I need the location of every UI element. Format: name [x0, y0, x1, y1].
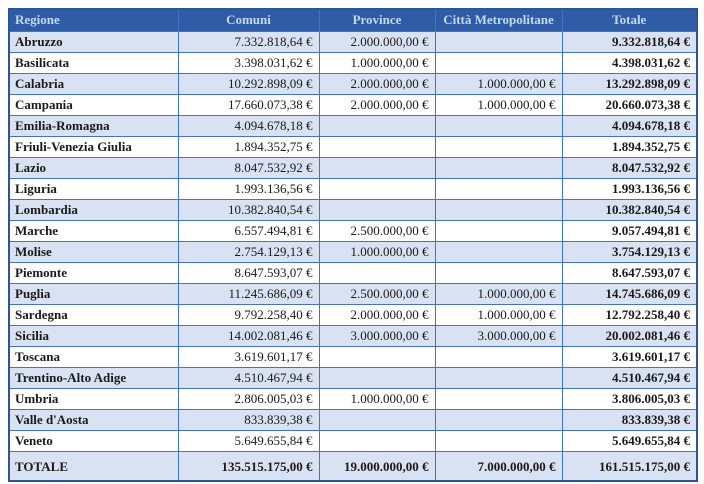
cell-citta — [435, 178, 562, 199]
table-row — [9, 136, 697, 157]
cell-comuni: 8.047.532,92 € — [178, 157, 319, 178]
cell-citta — [435, 409, 562, 430]
cell-totale: 9.332.818,64 € — [562, 31, 697, 52]
cell-citta — [435, 115, 562, 136]
cell-province: 3.000.000,00 € — [319, 325, 435, 346]
cell-province: 1.000.000,00 € — [319, 241, 435, 262]
cell-regione: Puglia — [9, 283, 178, 304]
cell-province — [319, 115, 435, 136]
table-row — [9, 409, 697, 430]
cell-comuni: 17.660.073,38 € — [178, 94, 319, 115]
cell-comuni: 833.839,38 € — [178, 409, 319, 430]
cell-comuni: 8.647.593,07 € — [178, 262, 319, 283]
cell-regione: Basilicata — [9, 52, 178, 73]
cell-totale: 1.894.352,75 € — [562, 136, 697, 157]
cell-citta: 1.000.000,00 € — [435, 73, 562, 94]
cell-province — [319, 346, 435, 367]
cell-comuni: 4.510.467,94 € — [178, 367, 319, 388]
total-row-province-value: 19.000.000,00 € — [319, 451, 435, 481]
cell-citta: 1.000.000,00 € — [435, 94, 562, 115]
document-page — [8, 8, 698, 482]
cell-province — [319, 430, 435, 451]
table-row — [9, 430, 697, 451]
cell-totale: 3.754.129,13 € — [562, 241, 697, 262]
cell-citta — [435, 136, 562, 157]
cell-totale: 9.057.494,81 € — [562, 220, 697, 241]
column-header-citta-metropolitane: Città Metropolitane — [435, 9, 562, 31]
cell-citta — [435, 241, 562, 262]
cell-totale: 4.510.467,94 € — [562, 367, 697, 388]
cell-regione: Campania — [9, 94, 178, 115]
table-row — [9, 157, 697, 178]
cell-citta — [435, 262, 562, 283]
table-row — [9, 283, 697, 304]
cell-citta — [435, 367, 562, 388]
cell-comuni: 2.754.129,13 € — [178, 241, 319, 262]
cell-regione: Calabria — [9, 73, 178, 94]
cell-province: 1.000.000,00 € — [319, 52, 435, 73]
column-header-comuni: Comuni — [178, 9, 319, 31]
cell-totale: 4.398.031,62 € — [562, 52, 697, 73]
cell-comuni: 11.245.686,09 € — [178, 283, 319, 304]
cell-province: 2.000.000,00 € — [319, 73, 435, 94]
cell-regione: Piemonte — [9, 262, 178, 283]
table-row — [9, 346, 697, 367]
table-row — [9, 115, 697, 136]
cell-province — [319, 157, 435, 178]
cell-totale: 3.619.601,17 € — [562, 346, 697, 367]
cell-province: 2.500.000,00 € — [319, 220, 435, 241]
cell-regione: Lombardia — [9, 199, 178, 220]
cell-comuni: 2.806.005,03 € — [178, 388, 319, 409]
cell-comuni: 1.993.136,56 € — [178, 178, 319, 199]
cell-totale: 13.292.898,09 € — [562, 73, 697, 94]
cell-regione: Emilia-Romagna — [9, 115, 178, 136]
cell-province — [319, 178, 435, 199]
cell-regione: Trentino-Alto Adige — [9, 367, 178, 388]
table-row — [9, 262, 697, 283]
cell-province: 2.000.000,00 € — [319, 304, 435, 325]
regional-funding-table — [8, 8, 698, 482]
cell-totale: 12.792.258,40 € — [562, 304, 697, 325]
table-row — [9, 178, 697, 199]
cell-regione: Molise — [9, 241, 178, 262]
table-row — [9, 241, 697, 262]
table-body — [9, 31, 697, 451]
cell-comuni: 5.649.655,84 € — [178, 430, 319, 451]
cell-citta — [435, 346, 562, 367]
table-row — [9, 388, 697, 409]
cell-regione: Marche — [9, 220, 178, 241]
cell-comuni: 1.894.352,75 € — [178, 136, 319, 157]
cell-province: 2.000.000,00 € — [319, 94, 435, 115]
table-row — [9, 367, 697, 388]
cell-totale: 1.993.136,56 € — [562, 178, 697, 199]
cell-province: 2.000.000,00 € — [319, 31, 435, 52]
cell-comuni: 4.094.678,18 € — [178, 115, 319, 136]
cell-totale: 4.094.678,18 € — [562, 115, 697, 136]
cell-citta — [435, 52, 562, 73]
cell-province — [319, 262, 435, 283]
header-row — [9, 9, 697, 31]
cell-totale: 3.806.005,03 € — [562, 388, 697, 409]
cell-citta: 3.000.000,00 € — [435, 325, 562, 346]
cell-totale: 5.649.655,84 € — [562, 430, 697, 451]
cell-province — [319, 199, 435, 220]
cell-citta — [435, 388, 562, 409]
total-row-label: TOTALE — [9, 451, 178, 481]
cell-comuni: 3.398.031,62 € — [178, 52, 319, 73]
table-row — [9, 94, 697, 115]
cell-totale: 833.839,38 € — [562, 409, 697, 430]
cell-citta: 1.000.000,00 € — [435, 304, 562, 325]
cell-citta — [435, 220, 562, 241]
cell-comuni: 3.619.601,17 € — [178, 346, 319, 367]
cell-regione: Friuli-Venezia Giulia — [9, 136, 178, 157]
cell-comuni: 6.557.494,81 € — [178, 220, 319, 241]
cell-citta — [435, 157, 562, 178]
cell-comuni: 10.382.840,54 € — [178, 199, 319, 220]
table-row — [9, 199, 697, 220]
table-row — [9, 52, 697, 73]
cell-totale: 20.660.073,38 € — [562, 94, 697, 115]
cell-comuni: 9.792.258,40 € — [178, 304, 319, 325]
cell-comuni: 14.002.081,46 € — [178, 325, 319, 346]
cell-citta: 1.000.000,00 € — [435, 283, 562, 304]
total-row — [9, 451, 697, 481]
table-row — [9, 31, 697, 52]
cell-regione: Lazio — [9, 157, 178, 178]
cell-citta — [435, 31, 562, 52]
cell-citta — [435, 430, 562, 451]
table-row — [9, 220, 697, 241]
cell-regione: Sicilia — [9, 325, 178, 346]
table-row — [9, 325, 697, 346]
column-header-totale: Totale — [562, 9, 697, 31]
cell-province — [319, 409, 435, 430]
cell-province — [319, 136, 435, 157]
cell-totale: 14.745.686,09 € — [562, 283, 697, 304]
column-header-province: Province — [319, 9, 435, 31]
cell-regione: Toscana — [9, 346, 178, 367]
cell-totale: 8.047.532,92 € — [562, 157, 697, 178]
cell-province: 2.500.000,00 € — [319, 283, 435, 304]
total-row-comuni-value: 135.515.175,00 € — [178, 451, 319, 481]
total-row-totale-value: 161.515.175,00 € — [562, 451, 697, 481]
cell-province: 1.000.000,00 € — [319, 388, 435, 409]
cell-regione: Sardegna — [9, 304, 178, 325]
cell-regione: Valle d'Aosta — [9, 409, 178, 430]
cell-citta — [435, 199, 562, 220]
cell-totale: 20.002.081,46 € — [562, 325, 697, 346]
cell-regione: Veneto — [9, 430, 178, 451]
table-row — [9, 73, 697, 94]
cell-comuni: 10.292.898,09 € — [178, 73, 319, 94]
column-header-regione: Regione — [9, 9, 178, 31]
cell-province — [319, 367, 435, 388]
cell-regione: Abruzzo — [9, 31, 178, 52]
cell-totale: 10.382.840,54 € — [562, 199, 697, 220]
cell-regione: Umbria — [9, 388, 178, 409]
total-row-citta-value: 7.000.000,00 € — [435, 451, 562, 481]
table-row — [9, 304, 697, 325]
cell-totale: 8.647.593,07 € — [562, 262, 697, 283]
cell-regione: Liguria — [9, 178, 178, 199]
cell-comuni: 7.332.818,64 € — [178, 31, 319, 52]
